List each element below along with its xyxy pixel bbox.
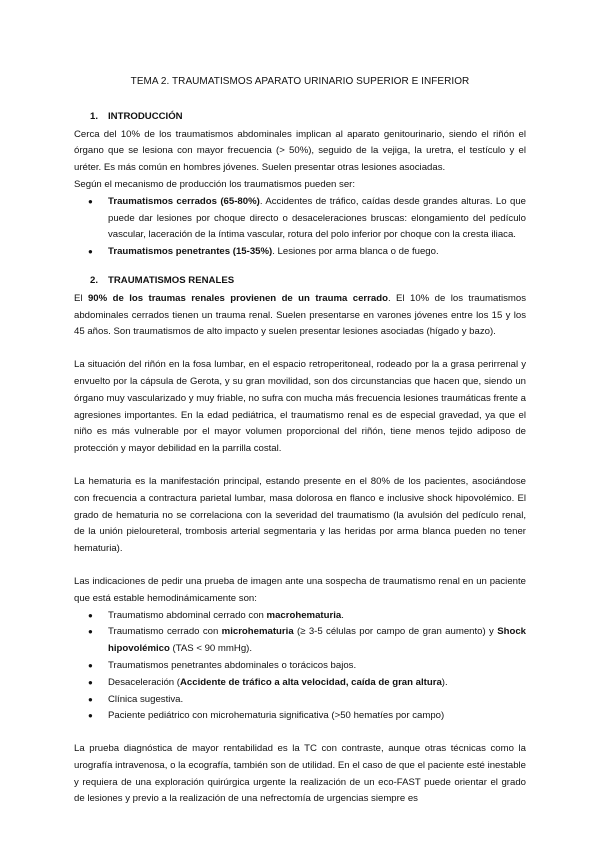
paragraph: Según el mecanismo de producción los traumatismos pueden ser: — [74, 178, 356, 190]
bold-text: 90% de los traumas renales provienen de un trauma cerrado — [87, 292, 388, 304]
list-item: ● Paciente pediátrico con microhematuria significativa (>50 hematíes por campo) — [74, 708, 526, 725]
list-item-text: . — [341, 609, 344, 621]
list-item-text: (≥ 3-5 células por campo de gran aumento) y — [293, 626, 498, 638]
document-body — [74, 74, 526, 808]
list-item-text: Desaceleración ( — [108, 676, 180, 688]
bold-text: Traumatismos cerrados (65-80%) — [108, 195, 260, 207]
section-title: INTRODUCCIÓN — [108, 110, 183, 122]
bold-text: Traumatismos penetrantes (15-35%) — [108, 246, 273, 258]
list-item — [74, 194, 526, 244]
list-item — [74, 244, 526, 261]
paragraph: La hematuria es la manifestación principal, estando presente en el 80% de los pacientes, asociándose con frecuencia a contractura parietal lumbar, masa dolorosa en flanco e inclusive shock hipovolémico. El grado de hematuria no se correlaciona con la severidad del traumatismo (la avulsión del pedículo renal, de la unión pieloureteral, trombosis arterial segmentaria y las heridas por arma blanca pueden no tener hematuria). — [74, 475, 526, 555]
list-item: ● Clínica sugestiva. — [74, 692, 526, 709]
list-item-text: . Accidentes de tráfico, caídas desde grandes alturas. Lo que puede dar lesiones por choque directo o desaceleraciones bruscas: elongamiento del pedículo vascular, laceración de la íntima vascular, rotura del polo inferior por choque con la cresta iliaca. — [108, 195, 526, 241]
paragraph — [74, 291, 526, 341]
list-item — [74, 608, 526, 625]
list-item — [74, 675, 526, 692]
section-title: TRAUMATISMOS RENALES — [108, 274, 235, 286]
section-heading-traumatismos-renales — [74, 273, 526, 290]
paragraph: Las indicaciones de pedir una prueba de imagen ante una sospecha de traumatismo renal en un paciente que está estable hemodinámicamente son: — [74, 575, 526, 604]
bold-text: microhematuria — [221, 626, 294, 638]
bullet-list — [74, 194, 526, 261]
document-title: TEMA 2. TRAUMATISMOS APARATO URINARIO SUPERIOR E INFERIOR — [130, 76, 470, 87]
paragraph: La situación del riñón en la fosa lumbar, en el espacio retroperitoneal, rodeado por la a grasa perirrenal y envuelto por la cápsula de Gerota, y su gran movilidad, son dos circunstancias que hacen que, siendo un órgano muy vascularizado y muy friable, no sufra con mucha más frecuencia lesiones traumáticas frente a agresiones importantes. En la edad pediátrica, el traumatismo renal es de especial gravedad, ya que el niño es más vulnerable por el mayor volumen proporcional del riñón, tiene menos tejido adiposo de protección y mayor debilidad en la parrilla costal. — [74, 359, 526, 455]
section-number: 2. — [90, 274, 99, 286]
bullet-list — [74, 608, 526, 726]
bold-text: Accidente de tráfico a alta velocidad, caída de gran altura — [180, 676, 442, 688]
list-item: ● Traumatismos penetrantes abdominales o torácicos bajos. — [74, 658, 526, 675]
paragraph-text: El — [74, 292, 88, 304]
list-item-text: . Lesiones por arma blanca o de fuego. — [272, 246, 439, 258]
section-heading-introduccion — [74, 109, 526, 126]
paragraph: La prueba diagnóstica de mayor rentabilidad es la TC con contraste, aunque otras técnicas como la urografía intravenosa, o la ecografía, también son de utilidad. En el caso de que el paciente esté inestable y requiera de una exploración quirúrgica urgente la realización de un eco-FAST puede orientar el grado de lesiones y previo a la realización de una nefrectomía de urgencias siempre es — [74, 743, 526, 805]
list-item-text: ). — [441, 676, 448, 688]
list-item-text: Traumatismo cerrado con — [108, 626, 222, 638]
section-number: 1. — [90, 110, 99, 122]
bold-text: macrohematuria — [266, 609, 342, 621]
paragraph: Cerca del 10% de los traumatismos abdominales implican al aparato genitourinario, siendo el riñón el órgano que se lesiona con mayor frecuencia (> 50%), seguido de la vejiga, la uretra, el testículo y el uréter. Es más común en hombres jóvenes. Suelen presentar otras lesiones asociadas. — [74, 128, 526, 174]
paragraph-text: . El 10% de los traumatismos abdominales cerrados tienen un trauma renal. Suelen presentarse en varones jóvenes entre los 15 y los 45 años. Son traumatismos de alto impacto y suelen presentar lesiones asociadas (hígado y bazo). — [74, 292, 526, 338]
bold-text: Shock hipovolémico — [108, 626, 526, 655]
list-item — [74, 624, 526, 658]
list-item-text: (TAS < 90 mmHg). — [169, 643, 253, 655]
list-item-text: Traumatismo abdominal cerrado con — [108, 609, 267, 621]
